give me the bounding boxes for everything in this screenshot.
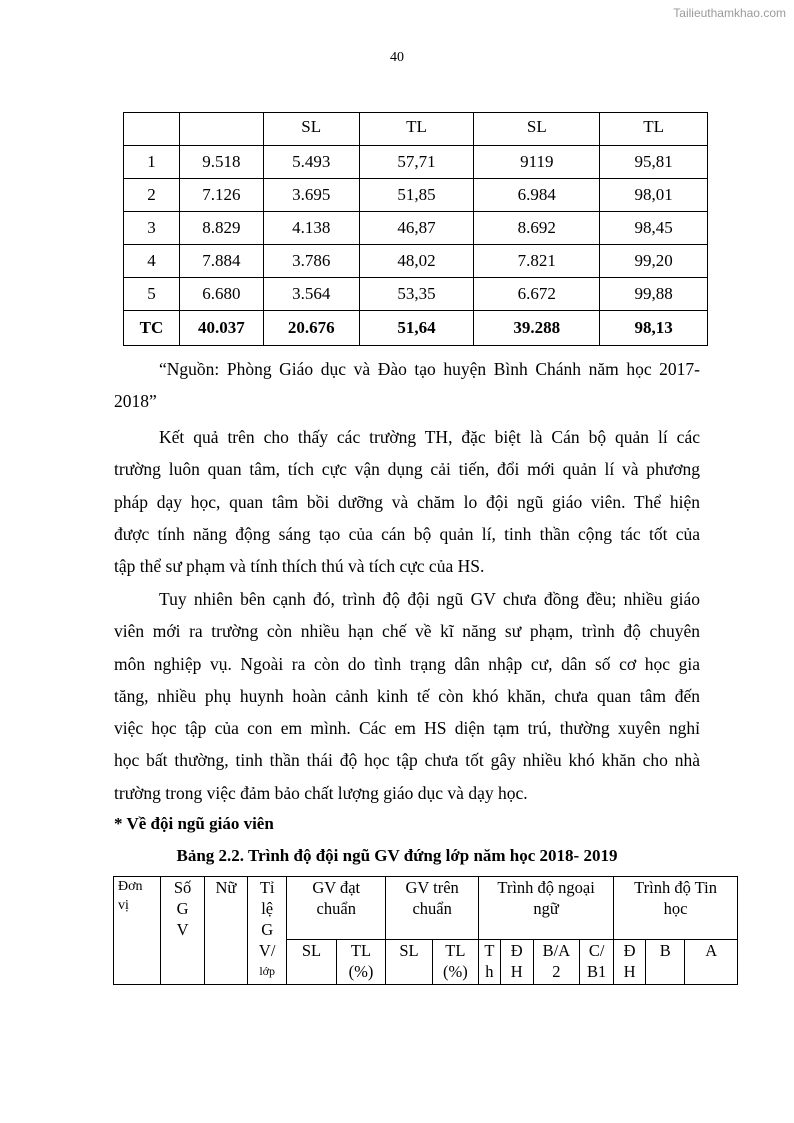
page-number: 40 (390, 50, 404, 65)
table-header-row (114, 877, 738, 940)
total-cell: 39.288 (474, 311, 600, 346)
table-cell: 5.493 (263, 146, 359, 179)
table-cell: 48,02 (359, 245, 474, 278)
table-cell: 7.126 (179, 179, 263, 212)
table-cell: 6.680 (179, 278, 263, 311)
table-cell: 5 (124, 278, 180, 311)
header-nu: Nữ (204, 877, 247, 985)
table-caption: Bảng 2.2. Trình độ đội ngũ GV đứng lớp năm học 2018- 2019 (176, 846, 618, 865)
header-cell (124, 113, 180, 146)
results-table (123, 112, 708, 346)
table-cell: 53,35 (359, 278, 474, 311)
table-row (124, 179, 708, 212)
table-cell: 6.984 (474, 179, 600, 212)
table-cell: 51,85 (359, 179, 474, 212)
total-cell: 20.676 (263, 311, 359, 346)
paragraph-line: việc học tập của con em mình. Các em HS diện tạm trú, thường xuyên nghỉ (114, 718, 700, 739)
table-cell: 99,88 (600, 278, 708, 311)
paragraph-line: Kết quả trên cho thấy các trường TH, đặc biệt là Cán bộ quản lí các (159, 427, 700, 447)
table-row (124, 278, 708, 311)
header-don-vi: Đơn vị (114, 877, 161, 985)
header-tl-dat: TL (%) (336, 940, 386, 985)
header-gv-tren-chuan: GV trên chuẩn (386, 877, 479, 940)
source-note-line: 2018” (114, 391, 157, 412)
table-header-row (124, 113, 708, 146)
table-cell: 98,45 (600, 212, 708, 245)
paragraph-line: trường trong việc đảm bảo chất lượng giáo dục và dạy học. (114, 782, 528, 803)
table-cell: 95,81 (600, 146, 708, 179)
table-cell: 9.518 (179, 146, 263, 179)
paragraph-line: tập thể sư phạm và tính thích thú và tích cực của HS. (114, 556, 485, 577)
table-cell: 7.821 (474, 245, 600, 278)
table-cell: 4 (124, 245, 180, 278)
paragraph-line: trường luôn quan tâm, tích cực vận dụng cải tiến, đổi mới quản lí và phương (114, 459, 700, 480)
header-gv-dat-chuan: GV đạt chuẩn (287, 877, 386, 940)
header-a: A (685, 940, 738, 985)
table-cell: 46,87 (359, 212, 474, 245)
table-cell: 3.695 (263, 179, 359, 212)
header-dh-tin: Đ H (614, 940, 646, 985)
paragraph-line: môn nghiệp vụ. Ngoài ra còn do tình trạng dân nhập cư, dân số cơ học gia (114, 653, 700, 674)
total-cell: TC (124, 311, 180, 346)
watermark-text: Tailieuthamkhao.com (673, 6, 786, 20)
total-cell: 98,13 (600, 311, 708, 346)
table-cell: 4.138 (263, 212, 359, 245)
header-so-gv: Số G V (161, 877, 204, 985)
table-cell: 8.829 (179, 212, 263, 245)
paragraph-limitations (114, 583, 700, 809)
header-dh: Đ H (500, 940, 533, 985)
paragraph-line: học bất thường, tinh thần thái độ học tập chưa tốt gây nhiều khó khăn cho nhà (114, 750, 700, 771)
ti-le-label: Tỉ lệ G V/ (258, 878, 276, 960)
header-sl-dat: SL (287, 940, 337, 985)
table-total-row (124, 311, 708, 346)
header-cell: SL (474, 113, 600, 146)
header-c-b1: C/ B1 (580, 940, 614, 985)
table-cell: 57,71 (359, 146, 474, 179)
paragraph-line: tăng, nhiều phụ huynh hoàn cảnh kinh tế còn khó khăn, chưa quan tâm đến (114, 685, 700, 706)
table-cell: 3 (124, 212, 180, 245)
table-cell: 8.692 (474, 212, 600, 245)
paragraph-line: pháp dạy học, quan tâm bồi dưỡng và chăm lo đội ngũ giáo viên. Thể hiện (114, 491, 700, 512)
table-row (124, 245, 708, 278)
source-note-line: “Nguồn: Phòng Giáo dục và Đào tạo huyện Bình Chánh năm học 2017- (159, 359, 700, 379)
table-row (124, 212, 708, 245)
header-cell: TL (600, 113, 708, 146)
table-cell: 98,01 (600, 179, 708, 212)
table-cell: 3.564 (263, 278, 359, 311)
source-note (114, 353, 700, 418)
table-cell: 99,20 (600, 245, 708, 278)
header-cell (179, 113, 263, 146)
paragraph-line: Tuy nhiên bên cạnh đó, trình độ đội ngũ GV chưa đồng đều; nhiều giáo (159, 589, 700, 609)
table-cell: 1 (124, 146, 180, 179)
table-cell: 3.786 (263, 245, 359, 278)
teacher-qualification-table (113, 876, 738, 985)
table-cell: 9119 (474, 146, 600, 179)
paragraph-line: được tính năng động sáng tạo của cán bộ quản lí, tinh thần cộng tác tốt của (114, 523, 700, 544)
ti-le-small-label: lớp (259, 964, 275, 978)
header-tl-tren: TL (%) (432, 940, 478, 985)
header-b: B (646, 940, 685, 985)
header-sl-tren: SL (386, 940, 432, 985)
header-ti-le (248, 877, 287, 985)
paragraph-results (114, 421, 700, 582)
total-cell: 51,64 (359, 311, 474, 346)
header-b-a2: B/A 2 (533, 940, 579, 985)
total-cell: 40.037 (179, 311, 263, 346)
header-th: T h (479, 940, 501, 985)
header-cell: SL (263, 113, 359, 146)
table-cell: 2 (124, 179, 180, 212)
section-heading: * Về đội ngũ giáo viên (114, 814, 274, 833)
paragraph-line: viên mới ra trường còn nhiều hạn chế về kĩ năng sư phạm, trình độ chuyên (114, 621, 700, 642)
table-row (124, 146, 708, 179)
table-cell: 7.884 (179, 245, 263, 278)
header-ngoai-ngu: Trình độ ngoại ngữ (479, 877, 614, 940)
table-cell: 6.672 (474, 278, 600, 311)
header-tin-hoc: Trình độ Tin học (614, 877, 738, 940)
header-cell: TL (359, 113, 474, 146)
